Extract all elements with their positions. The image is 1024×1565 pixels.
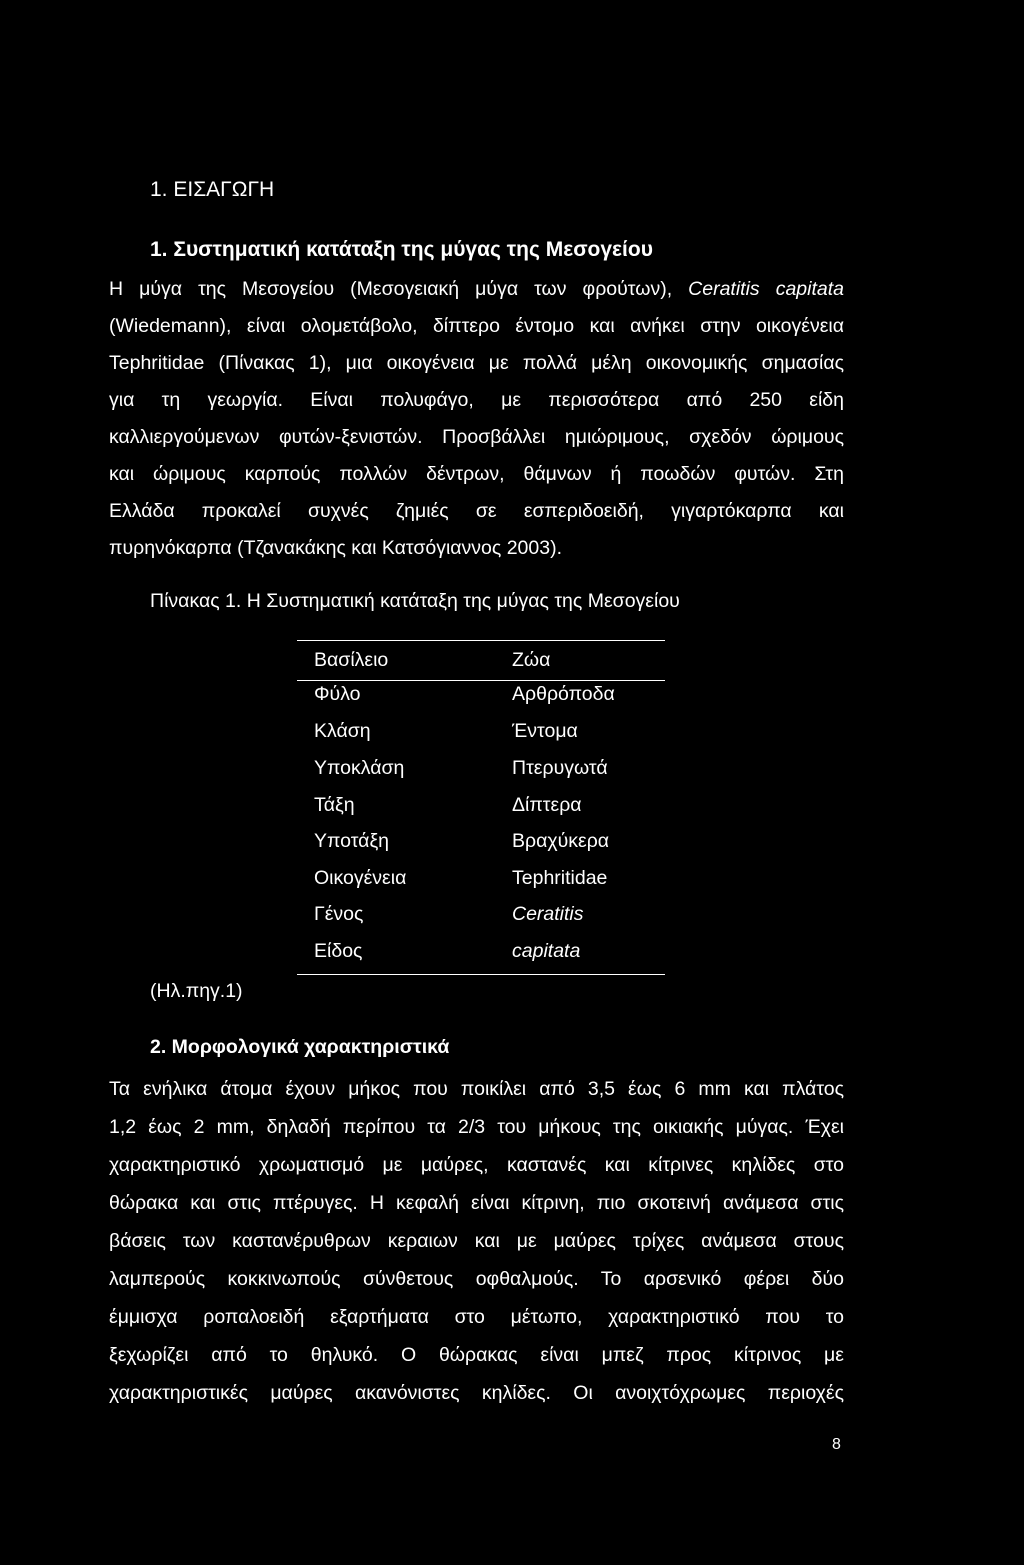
table-cell-rank: Υποκλάση [314,757,405,779]
table-caption: Πίνακας 1. Η Συστηματική κατάταξη της μύγας της Μεσογείου [150,590,680,612]
paragraph-line: 1,2 έως 2 mm, δηλαδή περίπου τα 2/3 του μήκους της οικιακής μύγας. Έχει [109,1116,844,1138]
table-cell-rank: Είδος [314,940,363,962]
table-row [314,902,654,926]
paragraph-line: έμμισχα ροπαλοειδή εξαρτήματα στο μέτωπο, χαρακτηριστικό που το [109,1306,844,1328]
paragraph-line: καλλιεργούμενων φυτών-ξενιστών. Προσβάλλει ημιώριμους, σχεδόν ώριμους [109,426,844,448]
table-cell-rank: Γένος [314,903,364,925]
table-cell-taxon: Ceratitis [512,903,584,925]
table-cell-taxon: Βραχύκερα [512,830,610,852]
table-row [314,939,654,963]
paragraph-line: λαμπερούς κοκκινωπούς σύνθετους οφθαλμούς. Το αρσενικό φέρει δύο [109,1268,844,1290]
table-source: (Ηλ.πηγ.1) [150,980,243,1002]
table-cell-taxon: Tephritidae [512,867,608,889]
paragraph-line: Τα ενήλικα άτομα έχουν μήκος που ποικίλει από 3,5 έως 6 mm και πλάτος [109,1078,844,1100]
table-row [314,793,654,817]
page-number: 8 [832,1436,841,1453]
paragraph-line: για τη γεωργία. Είναι πολυφάγο, με περισσότερα από 250 είδη [109,389,844,411]
paragraph-line: πυρηνόκαρπα (Τζανακάκης και Κατσόγιαννος 2003). [109,537,563,559]
paragraph-line: και ώριμους καρπούς πολλών δέντρων, θάμνων ή ποωδών φυτών. Στη [109,463,844,485]
table-row [314,756,654,780]
table-top-rule [297,640,665,641]
table-cell-rank: Υποτάξη [314,830,390,852]
paragraph-line: βάσεις των καστανέρυθρων κεραιων και με μαύρες τρίχες ανάμεσα στους [109,1230,844,1252]
table-bottom-rule [297,974,665,975]
section-2-paragraph [109,1070,844,1412]
table-header-row [314,648,654,672]
table-row [314,682,654,706]
table-cell-taxon: Ζώα [512,649,551,671]
paragraph-line: θώρακα και στις πτέρυγες. Η κεφαλή είναι κίτρινη, πιο σκοτεινή ανάμεσα στις [109,1192,844,1214]
section-1-title: 1. Συστηματική κατάταξη της μύγας της Μεσογείου [150,238,653,261]
table-cell-rank: Φύλο [314,683,361,705]
table-cell-taxon: Δίπτερα [512,794,582,816]
paragraph-line: Ελλάδα προκαλεί συχνές ζημιές σε εσπεριδοειδή, γιγαρτόκαρπα και [109,500,844,522]
table-header-rule [297,680,665,681]
table-row [314,866,654,890]
paragraph-line: χαρακτηριστικό χρωματισμό με μαύρες, καστανές και κίτρινες κηλίδες στο [109,1154,844,1176]
table-cell-rank: Τάξη [314,794,355,816]
paragraph-line: ξεχωρίζει από το θηλυκό. Ο θώρακας είναι μπεζ προς κίτρινος με [109,1344,844,1366]
table-cell-rank: Βασίλειο [314,649,389,671]
table-cell-rank: Οικογένεια [314,867,407,889]
paragraph-line: Tephritidae (Πίνακας 1), μια οικογένεια με πολλά μέλη οικονομικής σημασίας [109,352,844,374]
table-cell-taxon: capitata [512,940,581,962]
paragraph-line: χαρακτηριστικές μαύρες ακανόνιστες κηλίδες. Οι ανοιχτόχρωμες περιοχές [109,1382,844,1404]
section-2-title: 2. Μορφολογικά χαρακτηριστικά [150,1036,450,1058]
paragraph-line: Η μύγα της Μεσογείου (Μεσογειακή μύγα των φρούτων), Ceratitis capitata [109,278,845,300]
table-cell-taxon: Αρθρόποδα [512,683,615,705]
paragraph-line: (Wiedemann), είναι ολομετάβολο, δίπτερο έντομο και ανήκει στην οικογένεια [109,315,844,337]
table-cell-taxon: Πτερυγωτά [512,757,608,779]
chapter-title: 1. ΕΙΣΑΓΩΓΗ [150,178,275,201]
table-cell-rank: Κλάση [314,720,371,742]
table-row [314,719,654,743]
table-row [314,829,654,853]
table-cell-taxon: Έντομα [512,720,578,742]
section-1-paragraph [109,271,844,567]
